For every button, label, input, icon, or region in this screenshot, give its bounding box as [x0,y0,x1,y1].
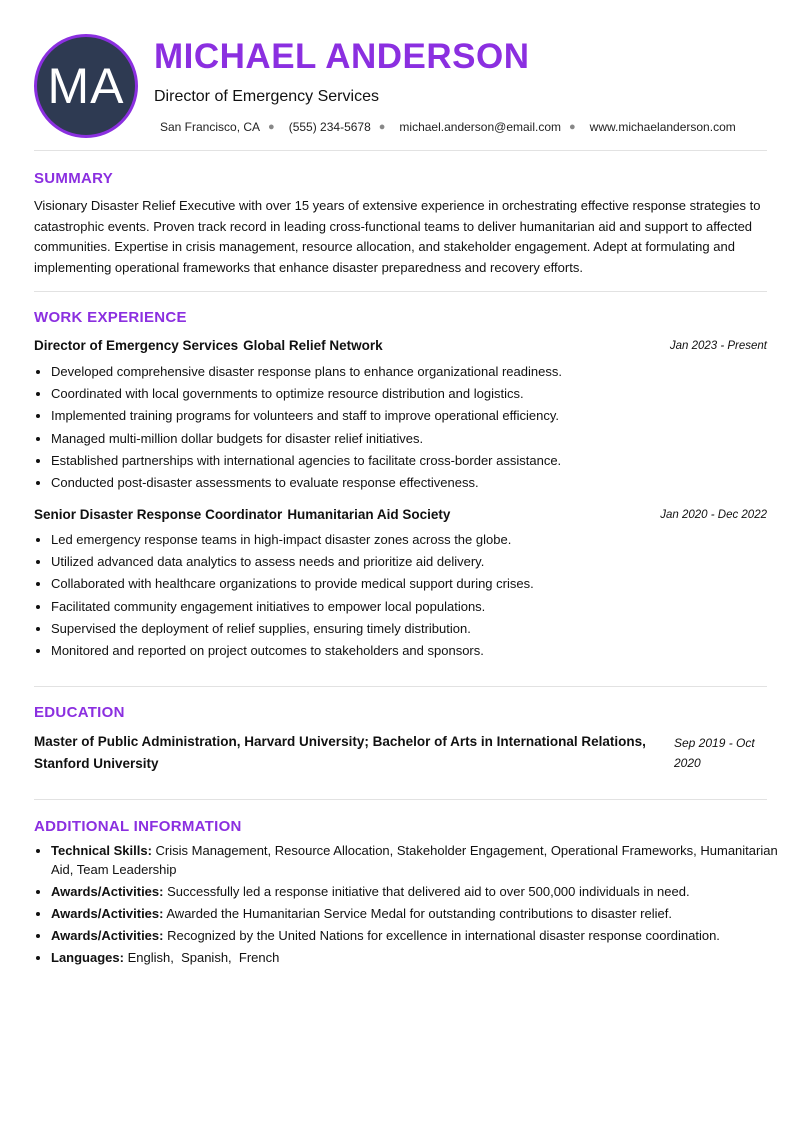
info-text: Successfully led a response initiative that delivered aid to over 500,000 individuals in need. [167,883,690,899]
list-item: • Led emergency response teams in high-impact disaster zones across the globe. [51,529,786,551]
candidate-name: MICHAEL ANDERSON [154,37,530,76]
job-title [34,338,383,353]
list-item: • Developed comprehensive disaster response plans to enhance organizational readiness. [51,361,786,383]
info-label: Awards/Activities: [51,883,164,899]
list-item: • Monitored and reported on project outcomes to stakeholders and sponsors. [51,640,786,662]
job-dates: Jan 2020 - Dec 2022 [660,509,767,521]
list-item [51,883,786,902]
list-item: • Managed multi-million dollar budgets for disaster relief initiatives. [51,428,786,450]
info-label: Awards/Activities: [51,905,164,921]
divider [34,686,767,687]
info-text: Awarded the Humanitarian Service Medal for outstanding contributions to disaster relief. [166,905,672,921]
contact-bar [160,120,736,134]
bullet-separator-icon: ● [569,121,576,133]
job-dates: Jan 2023 - Present [669,340,767,352]
job-organization: Global Relief Network [243,338,383,353]
avatar-initials: MA [47,58,125,114]
list-item: • Coordinated with local governments to optimize resource distribution and logistics. [51,383,786,405]
list-item [51,927,786,946]
info-text: Crisis Management, Resource Allocation, Stakeholder Engagement, Operational Frameworks, Humanitarian Aid, Team Leadership [51,843,778,877]
divider [34,291,767,292]
info-text: Recognized by the United Nations for excellence in international disaster response coordination. [167,927,720,943]
list-item: • Facilitated community engagement initiatives to empower local populations. [51,596,786,618]
info-label: Awards/Activities: [51,927,164,943]
headline: Director of Emergency Services [154,88,379,105]
job-bullets [34,529,786,662]
contact-website[interactable]: www.michaelanderson.com [589,120,736,134]
job-role: Senior Disaster Response Coordinator [34,507,283,522]
list-item: • Conducted post-disaster assessments to evaluate response effectiveness. [51,472,786,494]
divider [34,150,767,151]
education-dates: Sep 2019 - Oct 2020 [674,736,755,770]
additional-info-heading: ADDITIONAL INFORMATION [34,818,242,835]
bullet-separator-icon: ● [268,121,275,133]
summary-heading: SUMMARY [34,170,114,187]
list-item [51,842,786,879]
job-bullets [34,361,786,494]
list-item: • Established partnerships with international agencies to facilitate cross-border assistance. [51,450,786,472]
contact-location: San Francisco, CA [160,120,261,134]
additional-info-list [34,842,786,971]
info-text: English, Spanish, French [127,949,280,965]
list-item: • Implemented training programs for volunteers and staff to improve operational efficiency. [51,405,786,427]
list-item: • Supervised the deployment of relief supplies, ensuring timely distribution. [51,618,786,640]
list-item: • Collaborated with healthcare organizations to provide medical support during crises. [51,573,786,595]
divider [34,799,767,800]
job-title [34,507,450,522]
education-degree: Master of Public Administration, Harvard University; Bachelor of Arts in International Relations, Stanford University [34,734,646,771]
summary-text: Visionary Disaster Relief Executive with over 15 years of extensive experience in orchestrating effective response strategies to catastrophic events. Proven track record in leading cross-functional teams to deliver humanitarian aid and support to affected communities. Expertise in crisis management, resource allocation, and stakeholder engagement. Adept at formulating and implementing operational frameworks that enhance disaster preparedness and recovery efforts. [34,198,761,275]
list-item: • Utilized advanced data analytics to assess needs and prioritize aid delivery. [51,551,786,573]
avatar [34,34,138,138]
education-heading: EDUCATION [34,704,125,721]
bullet-separator-icon: ● [378,121,386,133]
contact-phone: (555) 234-5678 [288,120,371,134]
work-experience-heading: WORK EXPERIENCE [34,309,187,326]
list-item [51,905,786,924]
info-label: Technical Skills: [51,843,152,858]
job-organization: Humanitarian Aid Society [287,507,451,522]
job-role: Director of Emergency Services [34,338,239,353]
contact-email[interactable]: michael.anderson@email.com [399,120,562,134]
list-item [51,949,786,968]
info-label: Languages: [51,949,124,965]
